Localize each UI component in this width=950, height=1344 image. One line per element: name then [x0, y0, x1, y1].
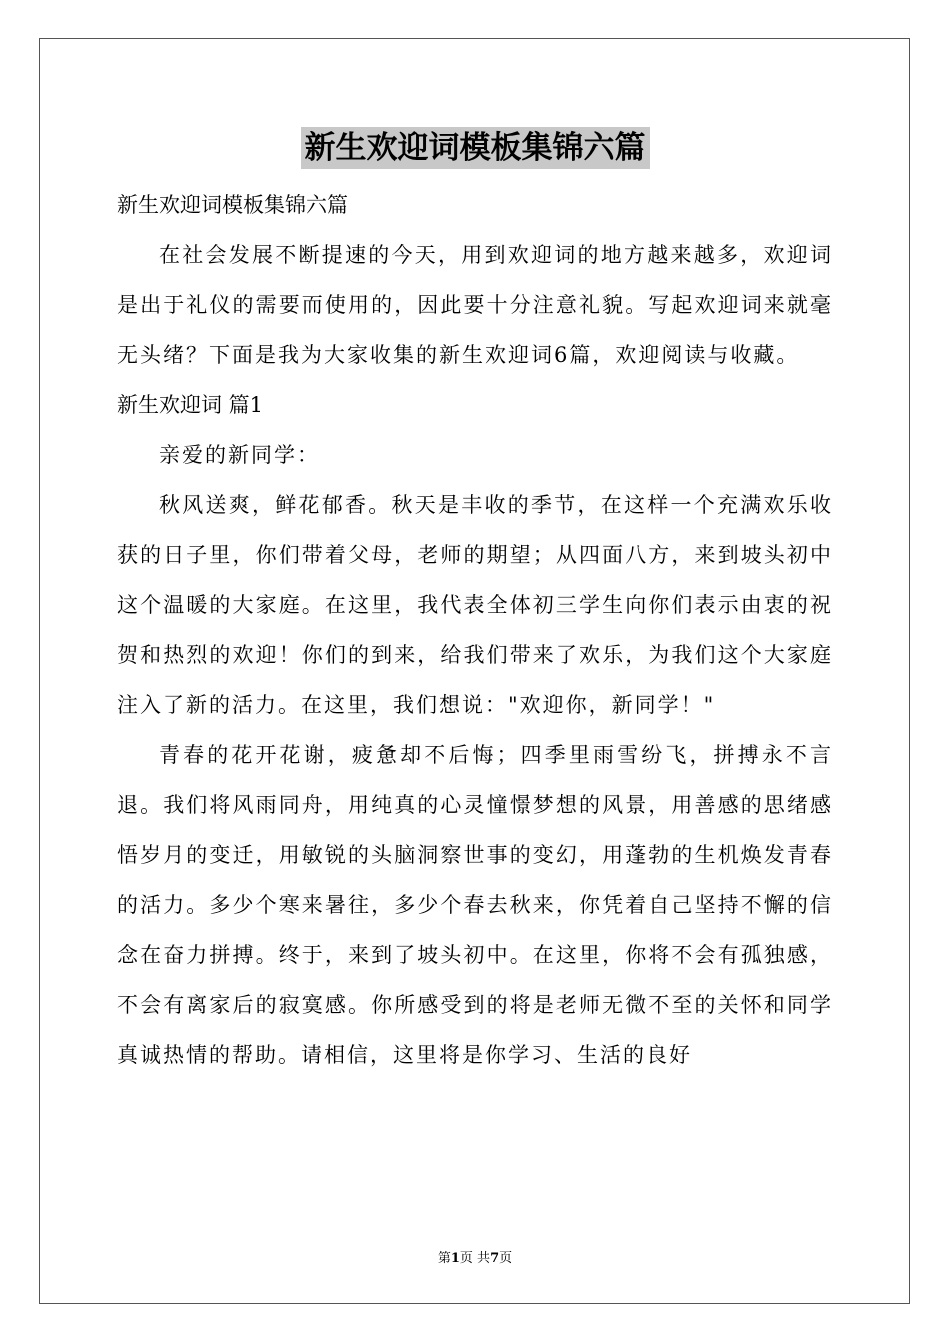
page-mid: 页 共: [459, 1251, 491, 1266]
page-total: 7: [490, 1251, 500, 1266]
page-current: 1: [450, 1251, 460, 1266]
section-heading: 新生欢迎词 篇1: [117, 393, 264, 417]
document-body: [117, 180, 833, 1080]
page-prefix: 第: [437, 1251, 451, 1266]
body-paragraph-2: 青春的花开花谢，疲惫却不后悔；四季里雨雪纷飞，拼搏永不言退。我们将风雨同舟，用纯真的心灵憧憬梦想的风景，用善感的思绪感悟岁月的变迁，用敏锐的头脑洞察世事的变幻，用蓬勃的生机焕发青春的活力。多少个寒来暑往，多少个春去秋来，你凭着自己坚持不懈的信念在奋力拼搏。终于，来到了坡头初中。在这里，你将不会有孤独感，不会有离家后的寂寞感。你所感受到的将是老师无微不至的关怀和同学真诚热情的帮助。请相信，这里将是你学习、生活的良好: [117, 743, 833, 1067]
page-footer: [0, 1247, 950, 1266]
body-paragraph-1: 秋风送爽，鲜花郁香。秋天是丰收的季节，在这样一个充满欢乐收获的日子里，你们带着父母，老师的期望；从四面八方，来到坡头初中这个温暖的大家庭。在这里，我代表全体初三学生向你们表示由衷的祝贺和热烈的欢迎！你们的到来，给我们带来了欢乐，为我们这个大家庭注入了新的活力。在这里，我们想说："欢迎你，新同学！": [117, 493, 833, 717]
intro-paragraph: 在社会发展不断提速的今天，用到欢迎词的地方越来越多，欢迎词是出于礼仪的需要而使用的，因此要十分注意礼貌。写起欢迎词来就毫无头绪？下面是我为大家收集的新生欢迎词6篇，欢迎阅读与收藏。: [117, 243, 833, 367]
document-subtitle: 新生欢迎词模板集锦六篇: [117, 193, 348, 217]
document-title: 新生欢迎词模板集锦六篇: [301, 127, 650, 169]
page-suffix: 页: [499, 1251, 513, 1266]
greeting-line: 亲爱的新同学：: [159, 443, 320, 467]
title-container: [0, 127, 950, 169]
